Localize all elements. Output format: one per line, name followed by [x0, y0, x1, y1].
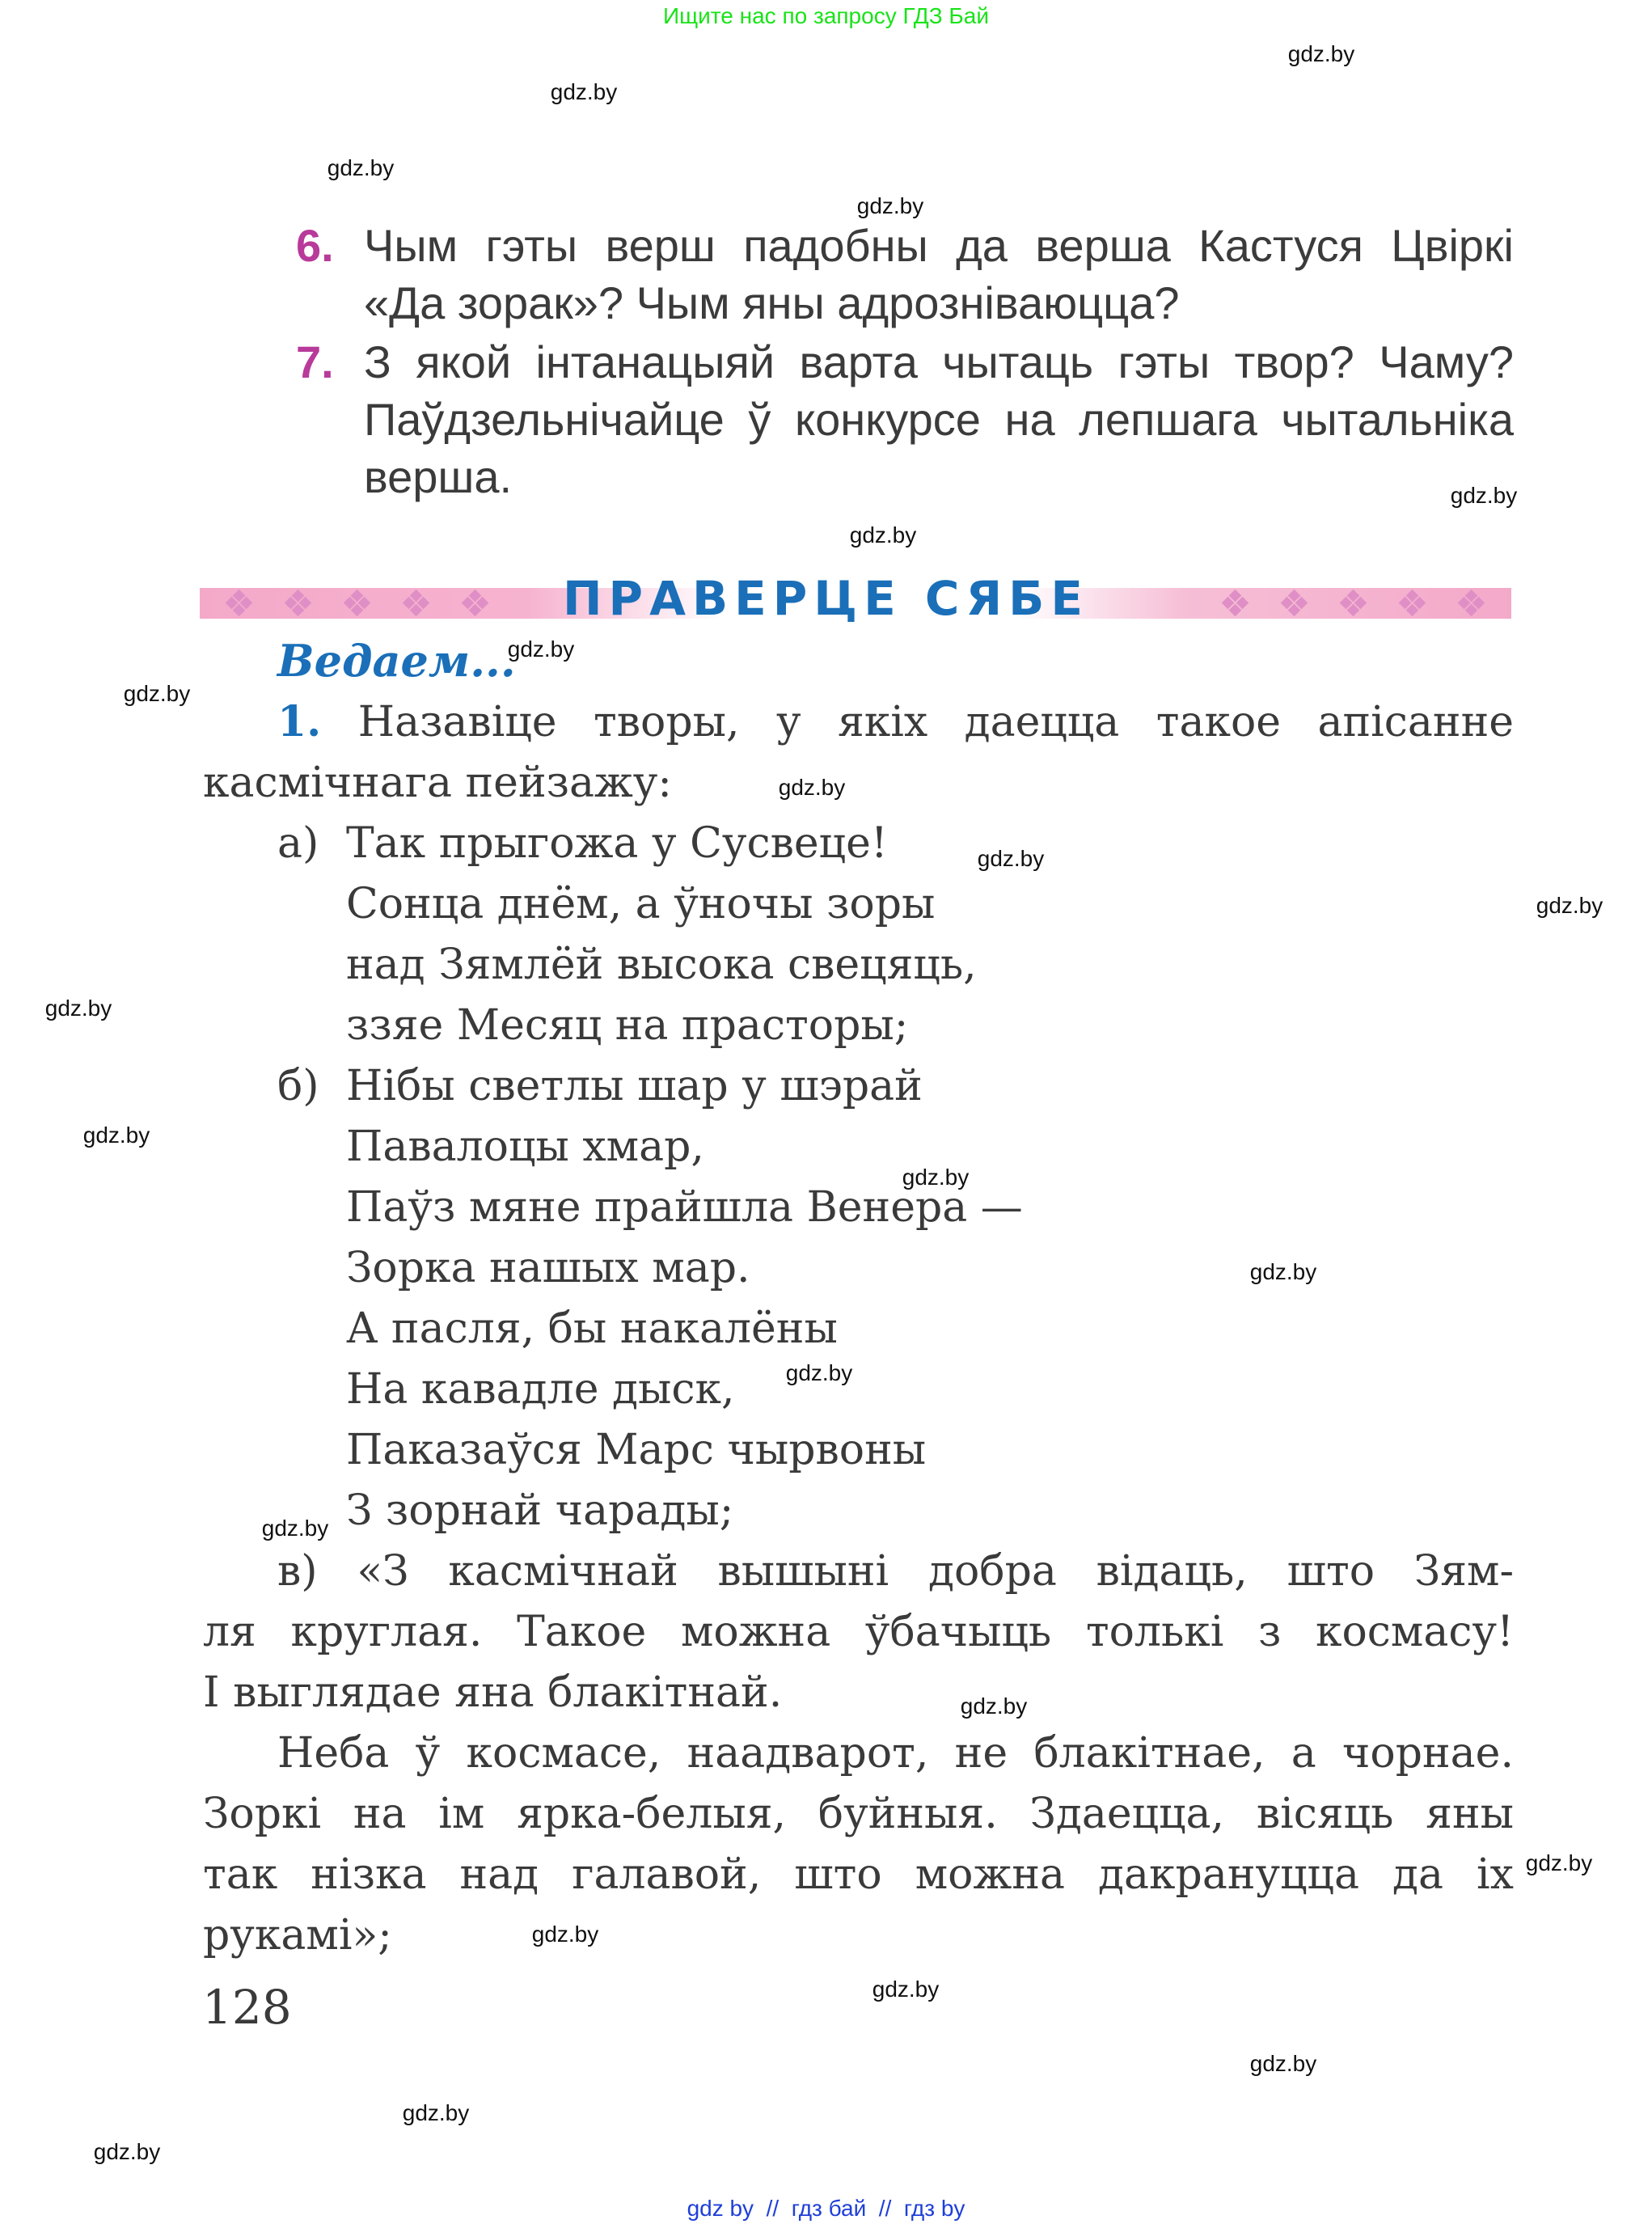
- watermark: gdz.by: [44, 996, 112, 1021]
- question-number: 7.: [296, 336, 334, 387]
- poem-line: ззяе Месяц на прасторы;: [346, 1001, 909, 1050]
- poem-line: Сонца днём, а ўночы зоры: [346, 880, 936, 928]
- poem-b: [277, 1056, 1023, 1541]
- prose-line: ля круглая. Такое можна ўбачыць толькі з космасу!: [203, 1608, 1514, 1656]
- prose-line: Зоркі на ім ярка-белыя, буйныя. Здаецца, вісяць яны: [203, 1790, 1514, 1838]
- prose-line: І выглядае яна блакітнай.: [203, 1668, 783, 1717]
- question-6: [296, 217, 1514, 332]
- poem-line: Паўз мяне прайшла Венера —: [346, 1183, 1023, 1232]
- question-7: [296, 333, 1514, 505]
- question-line: «Да зорак»? Чым яны адрозніваюцца?: [364, 277, 1180, 328]
- top-search-banner[interactable]: Ищите нас по запросу ГДЗ Бай: [662, 3, 990, 28]
- question-line: Чым гэты верш падобны да верша Кастуся Цвіркі: [364, 220, 1514, 271]
- watermark: gdz.by: [785, 1360, 853, 1385]
- watermark: gdz.by: [1525, 1850, 1593, 1875]
- poem-line: Павалоцы хмар,: [346, 1123, 704, 1171]
- prose-line: Неба ў космасе, наадварот, не блакітнае, а чорнае.: [277, 1729, 1514, 1778]
- footer-links[interactable]: gdz by // гдз бай // гдз by: [687, 2196, 965, 2221]
- poem-line: Нібы светлы шар у шэрай: [346, 1062, 923, 1110]
- poem-a: [277, 814, 977, 1056]
- poem-line: Зорка нашых мар.: [346, 1244, 750, 1292]
- section-title: ПРАВЕРЦЕ СЯБЕ: [563, 571, 1089, 626]
- watermark: gdz.by: [1249, 1259, 1317, 1284]
- poem-line: А пасля, бы накалёны: [346, 1304, 838, 1353]
- poem-line: На кавадле дыск,: [346, 1365, 735, 1414]
- watermark: gdz.by: [93, 2139, 161, 2164]
- prose-c: [203, 1541, 1514, 1966]
- poem-line: Так прыгожа у Сусвеце!: [346, 819, 888, 868]
- poem-line: над Зямлёй высока свецяць,: [346, 941, 977, 989]
- watermark: gdz.by: [402, 2100, 470, 2125]
- item-label: б): [277, 1062, 319, 1110]
- watermark: gdz.by: [778, 775, 846, 800]
- watermark: gdz.by: [507, 636, 575, 662]
- watermark: gdz.by: [1287, 41, 1355, 66]
- question-line: Паўдзельнічайце ў конкурсе на лепшага чытальніка: [364, 394, 1514, 445]
- watermark: gdz.by: [1536, 893, 1603, 918]
- task-text: касмічнага пейзажу:: [203, 759, 672, 807]
- watermark: gdz.by: [960, 1693, 1028, 1719]
- watermark: gdz.by: [977, 846, 1045, 871]
- watermark: gdz.by: [531, 1922, 599, 1947]
- watermark: gdz.by: [123, 681, 191, 706]
- item-label: а): [277, 819, 319, 868]
- task-number: 1.: [277, 697, 322, 746]
- watermark: gdz.by: [1249, 2051, 1317, 2076]
- subheading: Ведаем...: [277, 635, 516, 687]
- watermark: gdz.by: [856, 193, 924, 218]
- watermark: gdz.by: [902, 1165, 970, 1190]
- poem-line: З зорнай чарады;: [346, 1486, 734, 1535]
- watermark: gdz.by: [82, 1123, 150, 1148]
- task-1: [203, 691, 1514, 814]
- prose-line: так нізка над галавой, што можна дакрануцца да іх: [203, 1850, 1514, 1899]
- poem-line: Паказаўся Марс чырвоны: [346, 1426, 927, 1474]
- item-label: в): [277, 1547, 318, 1596]
- watermark: gdz.by: [261, 1516, 329, 1541]
- prose-line: «З касмічнай вышыні добра відаць, што Зям-: [357, 1547, 1515, 1596]
- question-number: 6.: [296, 220, 334, 271]
- watermark: gdz.by: [1450, 483, 1518, 508]
- page-number: 128: [202, 1980, 292, 2035]
- watermark: gdz.by: [849, 522, 917, 548]
- watermark: gdz.by: [872, 1977, 940, 2002]
- watermark: gdz.by: [550, 79, 618, 104]
- question-line: З якой інтанацыяй варта чытаць гэты твор? Чаму?: [364, 336, 1514, 387]
- task-text: Назавіце творы, у якіх даецца такое апісанне: [357, 698, 1514, 746]
- question-line: верша.: [364, 451, 513, 502]
- prose-line: рукамі»;: [203, 1911, 392, 1960]
- watermark: gdz.by: [327, 155, 395, 180]
